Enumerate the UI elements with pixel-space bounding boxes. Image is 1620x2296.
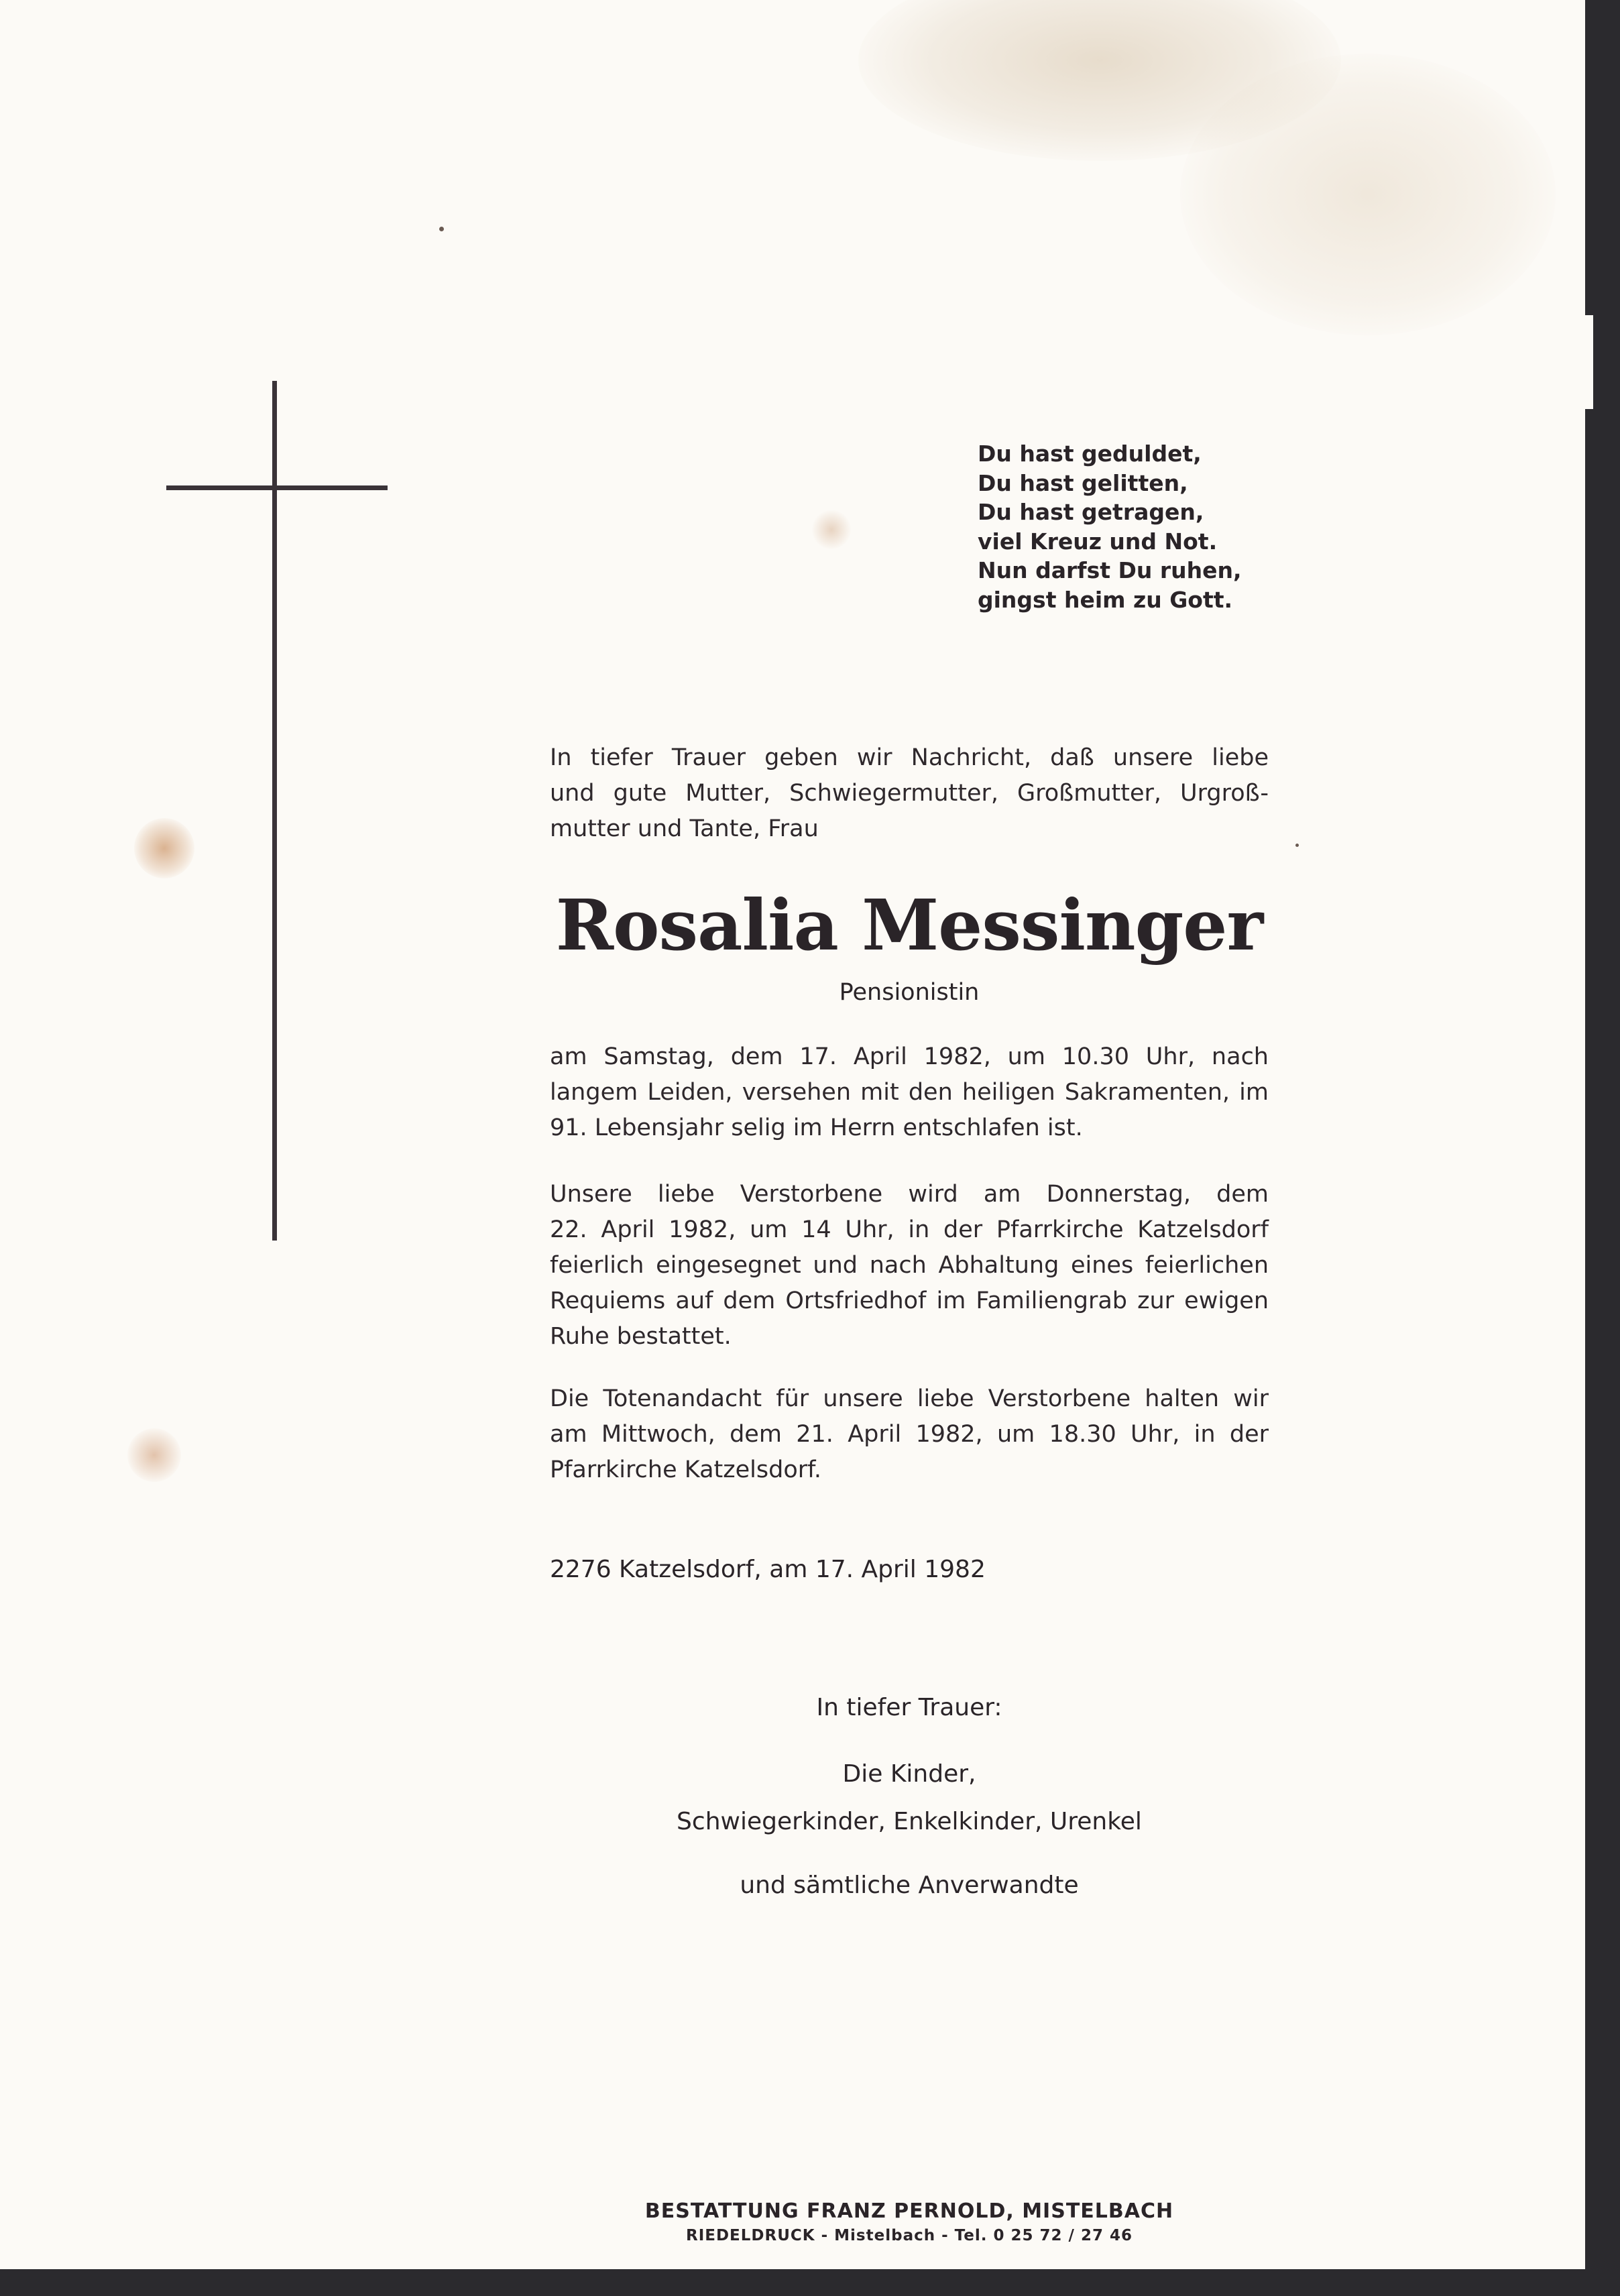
speck — [1295, 844, 1299, 847]
printer-line: RIEDELDRUCK - Mistelbach - Tel. 0 25 72 / 27 46 — [685, 2227, 1133, 2244]
death-paragraph — [550, 1039, 1269, 1146]
text-line: In tiefer Trauer geben wir Nachricht, daß unsere liebe — [550, 744, 1269, 771]
speck — [439, 227, 444, 231]
poem-line: Du hast gelitten, — [978, 469, 1188, 496]
funeral-paragraph — [550, 1177, 1269, 1355]
cross-horizontal-bar — [166, 485, 388, 490]
text-line: Unsere liebe Verstorbene wird am Donnerstag, dem — [550, 1181, 1269, 1208]
text-line: Requiems auf dem Ortsfriedhof im Familiengrab zur ewigen — [550, 1287, 1269, 1314]
water-stain — [1180, 54, 1556, 335]
paper-edge — [1573, 315, 1593, 409]
rust-spot — [127, 1428, 181, 1482]
text-line: mutter und Tante, Frau — [550, 815, 819, 842]
deceased-occupation: Pensionistin — [839, 979, 980, 1006]
text-line: feierlich eingesegnet und nach Abhaltung eines feierlichen — [550, 1252, 1269, 1279]
mourners-children: Die Kinder, — [842, 1760, 976, 1788]
memorial-poem — [978, 439, 1259, 614]
rust-spot — [134, 818, 194, 878]
poem-line: viel Kreuz und Not. — [978, 528, 1218, 555]
text-line: Die Totenandacht für unsere liebe Verstorbene halten wir — [550, 1385, 1269, 1412]
cross-vertical-bar — [272, 381, 277, 1241]
text-line: am Mittwoch, dem 21. April 1982, um 18.30 Uhr, in der — [550, 1421, 1269, 1448]
poem-line: Du hast geduldet, — [978, 441, 1202, 467]
text-line: 22. April 1982, um 14 Uhr, in der Pfarrkirche Katzelsdorf — [550, 1216, 1269, 1243]
mourners-relatives: Schwiegerkinder, Enkelkinder, Urenkel — [677, 1808, 1142, 1835]
text-line: am Samstag, dem 17. April 1982, um 10.30 Uhr, nach — [550, 1043, 1269, 1070]
text-line: Ruhe bestattet. — [550, 1323, 732, 1350]
vigil-paragraph — [550, 1381, 1269, 1488]
poem-line: gingst heim zu Gott. — [978, 586, 1233, 613]
text-line: langem Leiden, versehen mit den heiligen Sakramenten, im — [550, 1079, 1269, 1106]
intro-paragraph — [550, 740, 1269, 847]
undertaker-line: BESTATTUNG FRANZ PERNOLD, MISTELBACH — [644, 2199, 1174, 2223]
water-stain — [858, 0, 1341, 161]
mourners-others: und sämtliche Anverwandte — [740, 1872, 1079, 1899]
text-line: 91. Lebensjahr selig im Herrn entschlafen ist. — [550, 1114, 1083, 1141]
rust-spot — [811, 510, 852, 550]
place-date: 2276 Katzelsdorf, am 17. April 1982 — [550, 1556, 986, 1583]
deceased-name: Rosalia Messinger — [555, 884, 1263, 966]
poem-line: Du hast getragen, — [978, 499, 1204, 525]
poem-line: Nun darfst Du ruhen, — [978, 557, 1242, 583]
mourners-heading: In tiefer Trauer: — [816, 1694, 1002, 1721]
text-line: Pfarrkirche Katzelsdorf. — [550, 1456, 822, 1483]
text-line: und gute Mutter, Schwiegermutter, Großmutter, Urgroß- — [550, 780, 1269, 807]
scan-border-bottom — [0, 2269, 1620, 2296]
